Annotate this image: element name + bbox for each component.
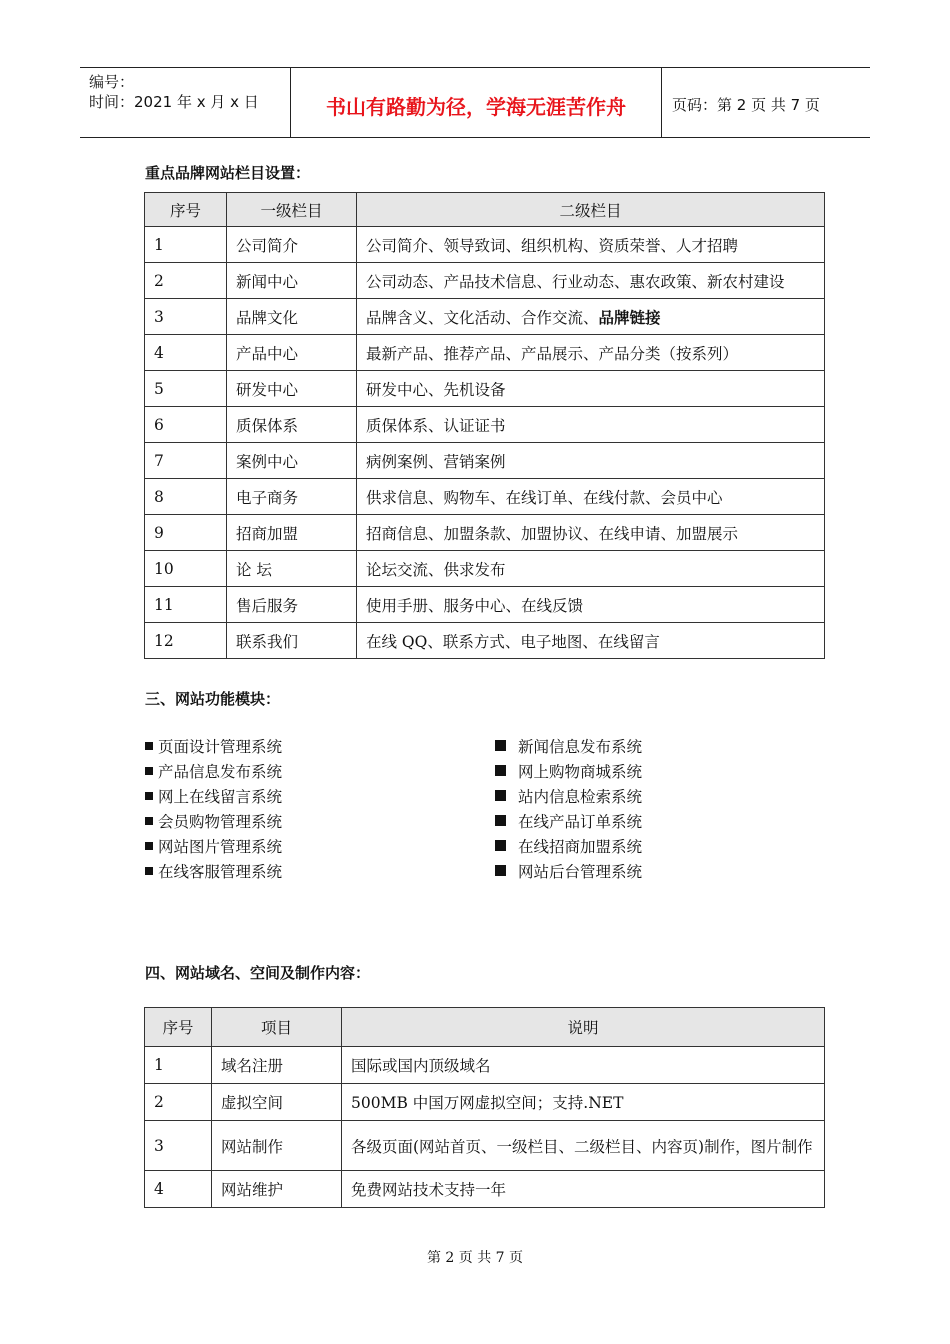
cell-level2-text: 品牌含义、文化活动、合作交流、 [366,308,599,327]
table-row [145,587,825,623]
list-item-label: 在线产品订单系统 [518,813,643,831]
cell-level1: 品牌文化 [227,299,357,335]
table-row [145,551,825,587]
square-bullet-icon [145,792,153,800]
cell-level1: 电子商务 [227,479,357,515]
square-bullet-icon [495,765,506,776]
table-row [145,443,825,479]
square-bullet-icon [495,740,506,751]
square-bullet-icon [145,842,153,850]
cell-no: 9 [145,515,227,551]
col-header-no: 序号 [145,193,227,227]
cell-level2-text: 质保体系、认证证书 [366,416,506,435]
list-item [145,735,282,760]
bold-text: 品牌链接 [598,308,661,327]
cell-item: 虚拟空间 [212,1084,342,1121]
cell-level2-text: 使用手册、服务中心、在线反馈 [366,596,584,615]
list-item [495,760,642,785]
table-row [145,1171,825,1208]
cell-level1: 案例中心 [227,443,357,479]
col-header-level2: 二级栏目 [357,193,825,227]
cell-no: 3 [145,1121,212,1171]
cell-item: 网站制作 [212,1121,342,1171]
cell-level1: 招商加盟 [227,515,357,551]
cell-level1: 售后服务 [227,587,357,623]
col-header-level1: 一级栏目 [227,193,357,227]
cell-level2 [357,623,825,659]
cell-desc: 免费网站技术支持一年 [342,1171,825,1208]
cell-no: 6 [145,407,227,443]
cell-level2 [357,371,825,407]
table-row [145,263,825,299]
cell-desc: 各级页面(网站首页、一级栏目、二级栏目、内容页)制作，图片制作 [342,1121,825,1171]
domain-table [144,1007,825,1208]
cell-no: 8 [145,479,227,515]
cell-level2-text: 病例案例、营销案例 [366,452,506,471]
brand-column-table [144,192,825,659]
table-row [145,371,825,407]
cell-no: 11 [145,587,227,623]
list-item-label: 网上购物商城系统 [518,763,643,781]
time-label: 时间：2021 年 x 月 x 日 [89,93,259,111]
cell-desc: 国际或国内顶级域名 [342,1047,825,1084]
cell-level2-text: 研发中心、先机设备 [366,380,506,399]
list-item [495,785,642,810]
table-row [145,515,825,551]
cell-level2 [357,515,825,551]
square-bullet-icon [145,767,153,775]
list-item [495,835,642,860]
square-bullet-icon [495,840,506,851]
list-item-label: 在线客服管理系统 [158,863,283,881]
table-row [145,1121,825,1171]
section-title-brand: 重点品牌网站栏目设置： [145,164,311,182]
cell-no: 5 [145,371,227,407]
col-header-no: 序号 [145,1008,212,1047]
table-row [145,479,825,515]
list-item [495,810,642,835]
section-title-modules: 三、网站功能模块： [145,690,281,708]
cell-level2 [357,551,825,587]
col-header-desc: 说明 [342,1008,825,1047]
page-header [80,67,870,138]
cell-level2 [357,479,825,515]
cell-level1: 质保体系 [227,407,357,443]
cell-level2 [357,227,825,263]
cell-no: 7 [145,443,227,479]
cell-level2-text: 最新产品、推荐产品、产品展示、产品分类（按系列） [366,344,739,363]
cell-level1: 新闻中心 [227,263,357,299]
cell-level1: 产品中心 [227,335,357,371]
cell-level2-text: 公司简介、领导致词、组织机构、资质荣誉、人才招聘 [366,236,739,255]
square-bullet-icon [145,742,153,750]
list-item [145,835,282,860]
square-bullet-icon [145,817,153,825]
table-row [145,407,825,443]
list-item [495,735,642,760]
header-page-info: 页码：第 2 页 共 7 页 [672,96,820,114]
cell-desc: 500MB 中国万网虚拟空间；支持.NET [342,1084,825,1121]
cell-no: 1 [145,1047,212,1084]
table-row [145,299,825,335]
list-item-label: 会员购物管理系统 [158,813,283,831]
page-footer: 第 2 页 共 7 页 [426,1250,524,1266]
square-bullet-icon [495,790,506,801]
table-row [145,1084,825,1121]
list-item-label: 网站后台管理系统 [518,863,643,881]
list-item-label: 新闻信息发布系统 [518,738,643,756]
cell-level1: 研发中心 [227,371,357,407]
list-item-label: 网上在线留言系统 [158,788,283,806]
table-row [145,227,825,263]
cell-no: 12 [145,623,227,659]
cell-item: 网站维护 [212,1171,342,1208]
list-item [145,760,282,785]
cell-no: 4 [145,1171,212,1208]
cell-level1: 论 坛 [227,551,357,587]
section-title-domain: 四、网站域名、空间及制作内容： [145,964,371,982]
number-label: 编号： [89,73,135,91]
cell-level2-text: 论坛交流、供求发布 [366,560,506,579]
cell-level1: 联系我们 [227,623,357,659]
cell-level2-text: 招商信息、加盟条款、加盟协议、在线申请、加盟展示 [366,524,739,543]
cell-no: 10 [145,551,227,587]
cell-no: 1 [145,227,227,263]
table-row [145,335,825,371]
list-item [495,860,642,885]
cell-no: 2 [145,263,227,299]
square-bullet-icon [495,865,506,876]
cell-level2-text: 在线 QQ、联系方式、电子地图、在线留言 [366,632,660,651]
square-bullet-icon [145,867,153,875]
cell-level2 [357,407,825,443]
header-meta [80,68,291,137]
cell-level2 [357,587,825,623]
list-item-label: 页面设计管理系统 [158,738,283,756]
table-row [145,623,825,659]
square-bullet-icon [495,815,506,826]
cell-level2 [357,443,825,479]
cell-no: 3 [145,299,227,335]
cell-level2 [357,263,825,299]
list-item-label: 产品信息发布系统 [158,763,283,781]
cell-level2-text: 供求信息、购物车、在线订单、在线付款、会员中心 [366,488,723,507]
list-item-label: 网站图片管理系统 [158,838,283,856]
list-item-label: 在线招商加盟系统 [518,838,643,856]
cell-level2 [357,299,825,335]
table-header-row [145,193,825,227]
col-header-item: 项目 [212,1008,342,1047]
list-item [145,785,282,810]
cell-no: 4 [145,335,227,371]
cell-level2 [357,335,825,371]
table-header-row [145,1008,825,1047]
cell-level2-text: 公司动态、产品技术信息、行业动态、惠农政策、新农村建设 [366,272,785,291]
cell-item: 域名注册 [212,1047,342,1084]
table-row [145,1047,825,1084]
list-item [145,810,282,835]
header-motto: 书山有路勤为径，学海无涯苦作舟 [291,68,662,137]
list-item-label: 站内信息检索系统 [518,788,643,806]
list-item [145,860,282,885]
cell-no: 2 [145,1084,212,1121]
cell-level1: 公司简介 [227,227,357,263]
